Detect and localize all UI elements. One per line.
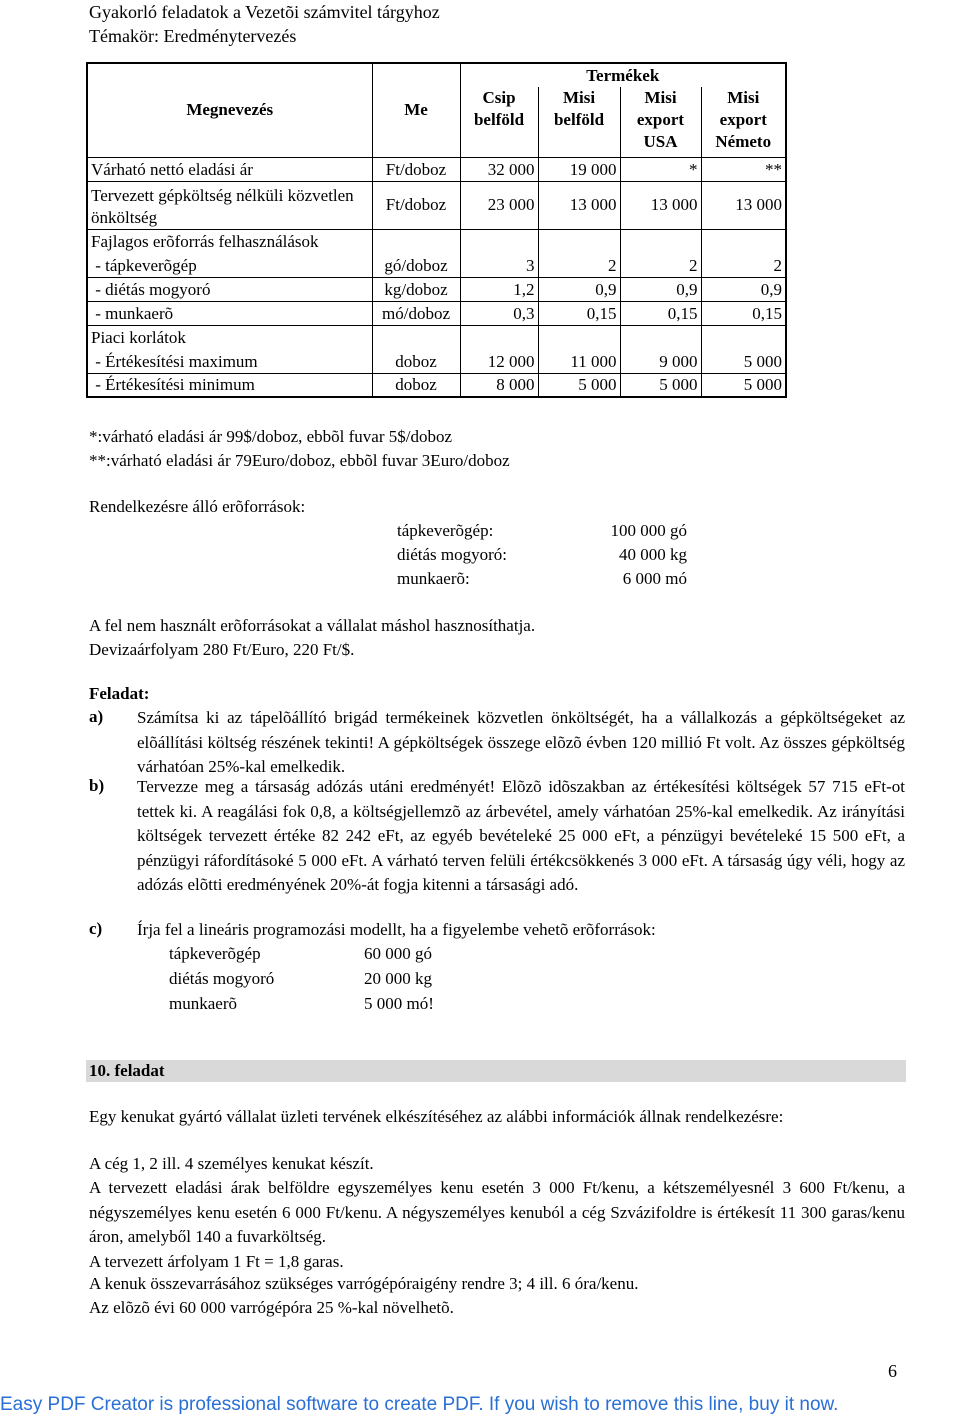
table-row: - diétás mogyoró kg/doboz 1,2 0,9 0,9 0,9 bbox=[87, 277, 786, 301]
table-row: Piaci korlátok bbox=[87, 325, 786, 349]
header-col-1: Csip belföld bbox=[460, 87, 538, 157]
header-name: Megnevezés bbox=[87, 63, 372, 157]
resource-value: 100 000 gó bbox=[610, 521, 687, 540]
task-a-label: a) bbox=[89, 707, 104, 726]
header-col-2: Misi belföld bbox=[538, 87, 620, 157]
table-row: - Értékesítési minimum doboz 8 000 5 000 5 000 5 000 bbox=[87, 373, 786, 397]
resource-name: tápkeverõgép: bbox=[397, 521, 494, 540]
product-table bbox=[86, 62, 787, 398]
task-c-label: c) bbox=[89, 919, 103, 938]
task-b-text: Tervezze meg a társaság adózás utáni eredményét! Elõzõ idõszakban az értékesítési költségek 57 715 eFt-ot tettek ki. A reagálási fok 0,8, a költségjellemzõ az árbevétel, amely várhatóan 25%-kal emelkedik. Az irányítási költségek tervezett értéke 82 242 eFt, az egyéb bevételeké 25 000 eFt, a pénzügyi bevételeké 15 500 eFt, a pénzügyi ráfordításoké 5 000 eFt. A várható terven felüli értékcsökkenés 3 000 eFt. A társaság úgy véli, hogy az adózás elõtti eredményének 20%-át fogja kitenni a társasági adó. bbox=[137, 777, 905, 894]
table-row: - Értékesítési maximum doboz 12 000 11 000 9 000 5 000 bbox=[87, 349, 786, 373]
resource-name: diétás mogyoró: bbox=[397, 545, 508, 564]
document-title: Gyakorló feladatok a Vezetõi számvitel tárgyhoz bbox=[89, 2, 440, 22]
resources-title: Rendelkezésre álló erõforrások: bbox=[89, 497, 306, 516]
paragraph: A tervezett eladási árak belföldre egyszemélyes kenu esetén 3 000 Ft/kenu, a kétszemélyesnél 3 600 Ft/kenu, a négyszemélyes kenu esetén 6 000 Ft/kenu. A négyszemélyes kenuból a cég Szvázifoldre is értékesít 11 300 garas/kenu áron, amelyből 140 a fuvarköltség. bbox=[89, 1178, 905, 1246]
header-col-4: Misi export Németo bbox=[701, 87, 786, 157]
page-number: 6 bbox=[888, 1361, 897, 1381]
table-row: - munkaerõ mó/doboz 0,3 0,15 0,15 0,15 bbox=[87, 301, 786, 325]
paragraph: Devizaárfolyam 280 Ft/Euro, 220 Ft/$. bbox=[89, 640, 355, 659]
task-title: Feladat: bbox=[89, 684, 150, 703]
c-resource-name: diétás mogyoró bbox=[169, 969, 275, 988]
resource-name: munkaerõ: bbox=[397, 569, 470, 588]
table-row: Tervezett gépköltség nélküli közvetlen önköltség Ft/doboz 23 000 13 000 13 000 13 000 bbox=[87, 181, 786, 229]
c-resource-name: munkaerõ bbox=[169, 994, 237, 1013]
c-resource-value: 5 000 mó! bbox=[364, 994, 434, 1013]
paragraph: A fel nem használt erõforrásokat a vállalat máshol hasznosíthatja. bbox=[89, 616, 536, 635]
task-c-text: Írja fel a lineáris programozási modellt, ha a figyelembe vehetõ erõforrások: bbox=[137, 920, 656, 939]
table-row: Várható nettó eladási ár Ft/doboz 32 000 19 000 * ** bbox=[87, 157, 786, 181]
resource-value: 40 000 kg bbox=[619, 545, 687, 564]
note-1: *:várható eladási ár 99$/doboz, ebbõl fuvar 5$/doboz bbox=[89, 427, 453, 446]
paragraph: A kenuk összevarrásához szükséges varrógépóraigény rendre 3; 4 ill. 6 óra/kenu. bbox=[89, 1274, 639, 1293]
c-resource-value: 20 000 kg bbox=[364, 969, 432, 988]
task-b-label: b) bbox=[89, 776, 105, 795]
section-heading-bar bbox=[86, 1060, 906, 1082]
paragraph: Az elõzõ évi 60 000 varrógépóra 25 %-kal növelhetõ. bbox=[89, 1298, 454, 1317]
header-col-3: Misi export USA bbox=[620, 87, 701, 157]
document-header bbox=[89, 0, 440, 48]
header-unit: Me bbox=[372, 63, 460, 157]
footer-banner[interactable]: Easy PDF Creator is professional software to create PDF. If you wish to remove this line, buy it now. bbox=[0, 1394, 839, 1415]
table-row: Fajlagos erõforrás felhasználások bbox=[87, 229, 786, 253]
header-products: Termékek bbox=[460, 63, 786, 87]
document-subtitle: Témakör: Eredménytervezés bbox=[89, 26, 297, 46]
resource-value: 6 000 mó bbox=[622, 569, 687, 588]
table-row: - tápkeverõgép gó/doboz 3 2 2 2 bbox=[87, 253, 786, 277]
task-a-text: Számítsa ki az tápelõállító brigád termékeinek közvetlen önköltségét, ha a vállalkozás a gépköltségeket az elõállítási költség részének tekinti! A gépköltségek összege elõzõ évben 120 millió Ft volt. Az összes gépköltség várhatóan 25%-kal emelkedik. bbox=[137, 708, 905, 776]
c-resource-name: tápkeverõgép bbox=[169, 944, 261, 963]
section-heading: 10. feladat bbox=[89, 1061, 165, 1080]
paragraph: A cég 1, 2 ill. 4 személyes kenukat készít. bbox=[89, 1154, 374, 1173]
note-2: **:várható eladási ár 79Euro/doboz, ebbõl fuvar 3Euro/doboz bbox=[89, 451, 510, 470]
c-resource-value: 60 000 gó bbox=[364, 944, 432, 963]
section-intro: Egy kenukat gyártó vállalat üzleti tervének elkészítéséhez az alábbi információk állnak rendelkezésre: bbox=[89, 1107, 784, 1126]
paragraph: A tervezett árfolyam 1 Ft = 1,8 garas. bbox=[89, 1252, 344, 1271]
